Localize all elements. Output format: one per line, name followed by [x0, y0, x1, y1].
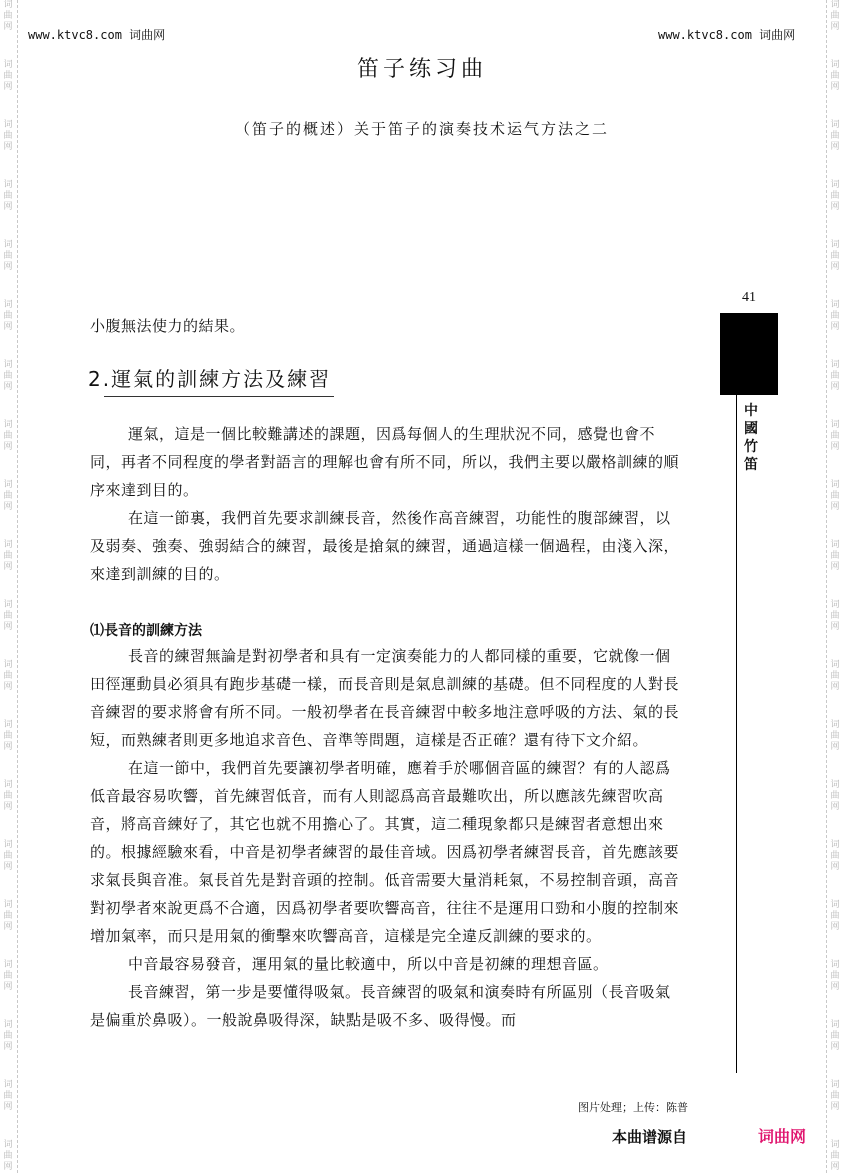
paragraph: 在這一節中，我們首先要讓初學者明確，應着手於哪個音區的練習？有的人認爲低音最容易吹響，首先練習低音，而有人則認爲高音最難吹出，所以應該先練習吹高音，將高音練好了，其它也就不用擔心了。其實，這二種現象都只是練習者意想出來的。根據經驗來看，中音是初學者練習的最佳音域。因爲初學者練習長音，首先應該要求氣長與音准。氣長首先是對音頭的控制。低音需要大量消耗氣，不易控制音頭，高音對初學者來說更爲不合適，因爲初學者要吹響高音，往往不是運用口勁和小腹的控制來增加氣率，而只是用氣的衝擊來吹響高音，這樣是完全違反訓練的要求的。: [90, 759, 680, 945]
watermark-text: 词 曲 网: [3, 540, 13, 572]
paragraph: 長音的練習無論是對初學者和具有一定演奏能力的人都同樣的重要，它就像一個田徑運動員必須具有跑步基礎一樣，而長音則是氣息訓練的基礎。但不同程度的人對長音練習的要求將會有所不同。一般初學者在長音練習中較多地注意呼吸的方法、氣的長短，而熟練者則更多地追求音色、音準等問題，這樣是否正確？還有待下文介紹。: [90, 647, 680, 749]
watermark-text: 词 曲 网: [830, 300, 840, 332]
watermark-text: 词 曲 网: [3, 240, 13, 272]
intro-line: 小腹無法使力的結果。: [90, 317, 246, 335]
side-label-char: 中: [744, 403, 758, 419]
watermark-text: 词 曲 网: [830, 540, 840, 572]
watermark-text: 词 曲 网: [3, 960, 13, 992]
paragraph: 運氣，這是一個比較難講述的課題，因爲每個人的生理狀況不同，感覺也會不同，再者不同程度的學者對語言的理解也會有所不同，所以，我們主要以嚴格訓練的順序來達到目的。: [90, 425, 680, 499]
watermark-text: 词 曲 网: [830, 60, 840, 92]
watermark-text: 词 曲 网: [830, 480, 840, 512]
watermark-text: 词 曲 网: [3, 180, 13, 212]
watermark-text: 词 曲 网: [3, 1080, 13, 1112]
watermark-text: 词 曲 网: [830, 660, 840, 692]
watermark-text: 词 曲 网: [830, 1140, 840, 1172]
watermark-text: 词 曲 网: [3, 840, 13, 872]
section-body: [90, 420, 684, 588]
header-url-right: www.ktvc8.com: [658, 28, 752, 42]
sub-heading: ⑴長音的訓練方法: [90, 623, 202, 639]
header-link-right[interactable]: [658, 26, 795, 43]
watermark-text: 词 曲 网: [830, 900, 840, 932]
watermark-text: 词 曲 网: [3, 1020, 13, 1052]
header-site-right: 词曲网: [759, 28, 796, 42]
watermark-text: 词 曲 网: [3, 780, 13, 812]
watermark-text: 词 曲 网: [3, 720, 13, 752]
watermark-text: 词 曲 网: [3, 900, 13, 932]
side-label-char: 笛: [744, 457, 758, 473]
side-label-char: 竹: [744, 439, 758, 455]
section-heading-underline: [104, 396, 334, 397]
watermark-text: 词 曲 网: [830, 780, 840, 812]
side-label-char: 國: [744, 421, 758, 437]
watermark-text: 词 曲 网: [3, 0, 13, 32]
page-subtitle: （笛子的概述）关于笛子的演奏技术运气方法之二: [234, 120, 609, 138]
source-site-logo[interactable]: 词曲网: [758, 1127, 807, 1146]
page-title: 笛子练习曲: [356, 57, 487, 82]
paragraph: 在這一節裏，我們首先要求訓練長音，然後作高音練習，功能性的腹部練習，以及弱奏、強奏、強弱結合的練習，最後是搶氣的練習，通過這樣一個過程，由淺入深，來達到訓練的目的。: [90, 509, 680, 583]
watermark-text: 词 曲 网: [830, 180, 840, 212]
header-url-left: www.ktvc8.com: [28, 28, 122, 42]
left-watermark-strip: [0, 0, 18, 1173]
side-chapter-label: [744, 402, 760, 474]
margin-rule: [736, 395, 737, 1073]
watermark-text: 词 曲 网: [830, 0, 840, 32]
subsection-body: [90, 642, 684, 1034]
watermark-text: 词 曲 网: [3, 300, 13, 332]
watermark-text: 词 曲 网: [3, 120, 13, 152]
watermark-text: 词 曲 网: [830, 720, 840, 752]
watermark-text: 词 曲 网: [3, 600, 13, 632]
watermark-text: 词 曲 网: [3, 420, 13, 452]
image-credit: 图片处理；上传：陈普: [578, 1101, 688, 1114]
watermark-text: 词 曲 网: [3, 60, 13, 92]
watermark-text: 词 曲 网: [830, 240, 840, 272]
header-site-left: 词曲网: [129, 28, 166, 42]
watermark-text: 词 曲 网: [830, 840, 840, 872]
section-heading: 2.運氣的訓練方法及練習: [88, 367, 332, 391]
watermark-text: 词 曲 网: [830, 120, 840, 152]
right-watermark-strip: [826, 0, 844, 1173]
header-link-left[interactable]: [28, 26, 165, 43]
watermark-text: 词 曲 网: [830, 1080, 840, 1112]
chapter-tab-block: [720, 313, 778, 395]
watermark-text: 词 曲 网: [830, 420, 840, 452]
watermark-text: 词 曲 网: [830, 960, 840, 992]
watermark-text: 词 曲 网: [3, 1140, 13, 1172]
watermark-text: 词 曲 网: [3, 480, 13, 512]
watermark-text: 词 曲 网: [3, 360, 13, 392]
watermark-text: 词 曲 网: [3, 660, 13, 692]
paragraph: 中音最容易發音，運用氣的量比較適中，所以中音是初練的理想音區。: [128, 955, 609, 973]
intro-line-block: [90, 312, 684, 340]
page-number: 41: [742, 290, 756, 305]
source-text: 本曲谱源自: [612, 1128, 688, 1146]
watermark-text: 词 曲 网: [830, 600, 840, 632]
watermark-text: 词 曲 网: [830, 1020, 840, 1052]
paragraph: 長音練習，第一步是要懂得吸氣。長音練習的吸氣和演奏時有所區別（長音吸氣是偏重於鼻吸）。一般說鼻吸得深，缺點是吸不多、吸得慢。而: [90, 983, 671, 1029]
watermark-text: 词 曲 网: [830, 360, 840, 392]
